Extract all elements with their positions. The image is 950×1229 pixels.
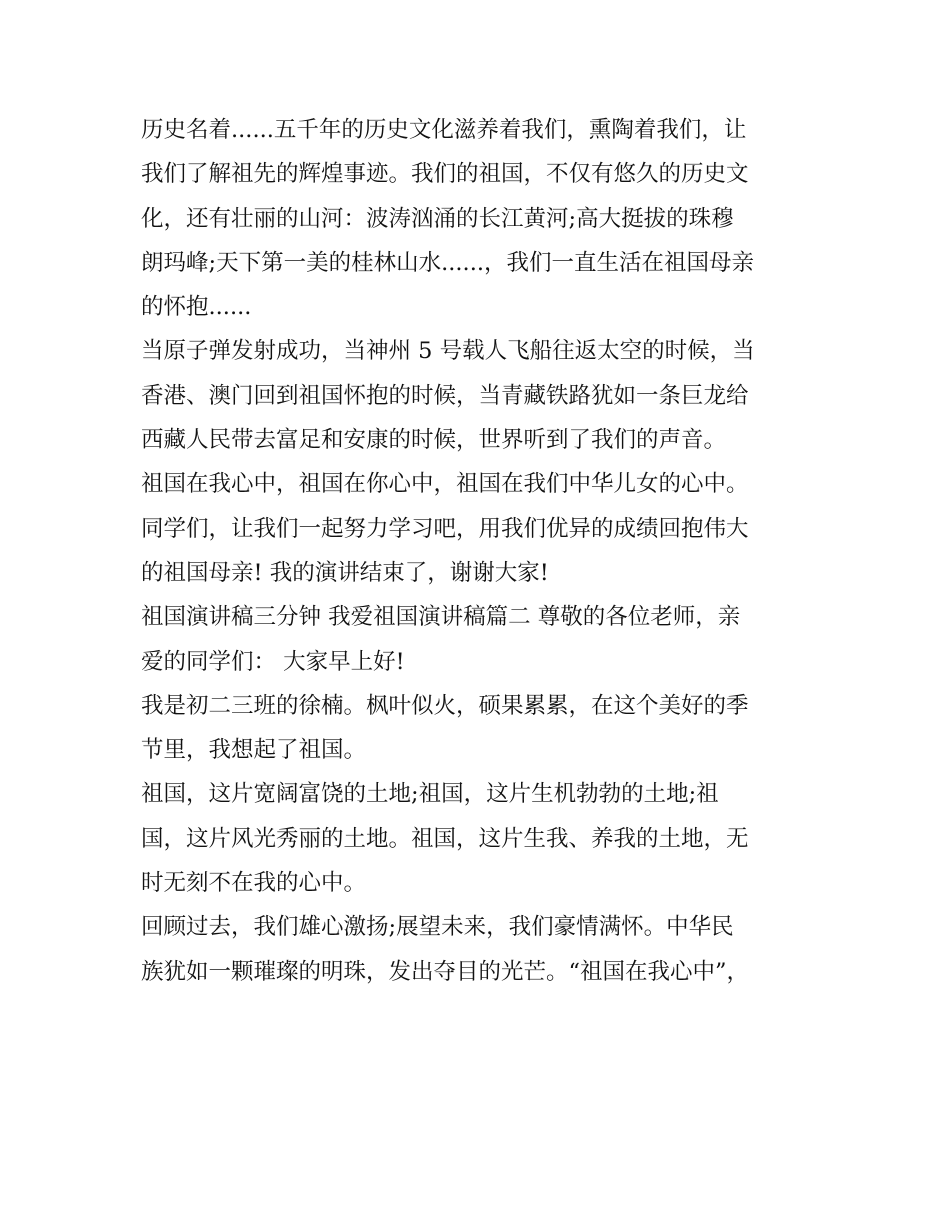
text-line-20: 族犹如一颗璀璨的明珠，发出夺目的光芒。“祖国在我心中”， bbox=[141, 958, 750, 985]
text-line-17: 国，这片风光秀丽的土地。祖国，这片生我、养我的土地，无 bbox=[141, 825, 749, 852]
document-body bbox=[141, 108, 831, 994]
text-line-14: 我是初二三班的徐楠。枫叶似火，硕果累累，在这个美好的季 bbox=[141, 692, 749, 719]
text-line-4: 朗玛峰;天下第一美的桂林山水......，我们一直生活在祖国母亲 bbox=[141, 249, 754, 276]
text-line-1: 历史名着......五千年的历史文化滋养着我们，熏陶着我们，让 bbox=[141, 117, 747, 143]
text-line-8: 西藏人民带去富足和安康的时候，世界听到了我们的声音。 bbox=[141, 427, 727, 454]
text-line-15: 节里，我想起了祖国。 bbox=[141, 737, 367, 764]
text-line-2: 我们了解祖先的辉煌事迹。我们的祖国，不仅有悠久的历史文 bbox=[141, 161, 749, 188]
text-line-7: 香港、澳门回到祖国怀抱的时候，当青藏铁路犹如一条巨龙给 bbox=[141, 382, 749, 409]
text-line-19: 回顾过去，我们雄心激扬;展望未来，我们豪情满怀。中华民 bbox=[141, 914, 734, 941]
text-line-12: 祖国演讲稿三分钟 我爱祖国演讲稿篇二 尊敬的各位老师，亲 bbox=[141, 604, 741, 631]
text-line-5: 的怀抱...... bbox=[141, 294, 252, 321]
text-line-10: 同学们，让我们一起努力学习吧，用我们优异的成绩回抱伟大 bbox=[141, 515, 749, 542]
text-line-11: 的祖国母亲! 我的演讲结束了，谢谢大家! bbox=[141, 559, 549, 586]
text-line-3: 化，还有壮丽的山河：波涛汹涌的长江黄河;高大挺拔的珠穆 bbox=[141, 205, 734, 232]
text-line-9: 祖国在我心中，祖国在你心中，祖国在我们中华儿女的心中。 bbox=[141, 471, 749, 498]
text-line-6: 当原子弹发射成功，当神州 5 号载人飞船往返太空的时候，当 bbox=[141, 338, 755, 365]
text-line-16: 祖国，这片宽阔富饶的土地;祖国，这片生机勃勃的土地;祖 bbox=[141, 781, 719, 808]
text-line-13: 爱的同学们： 大家早上好! bbox=[141, 648, 405, 675]
text-line-18: 时无刻不在我的心中。 bbox=[141, 870, 367, 897]
